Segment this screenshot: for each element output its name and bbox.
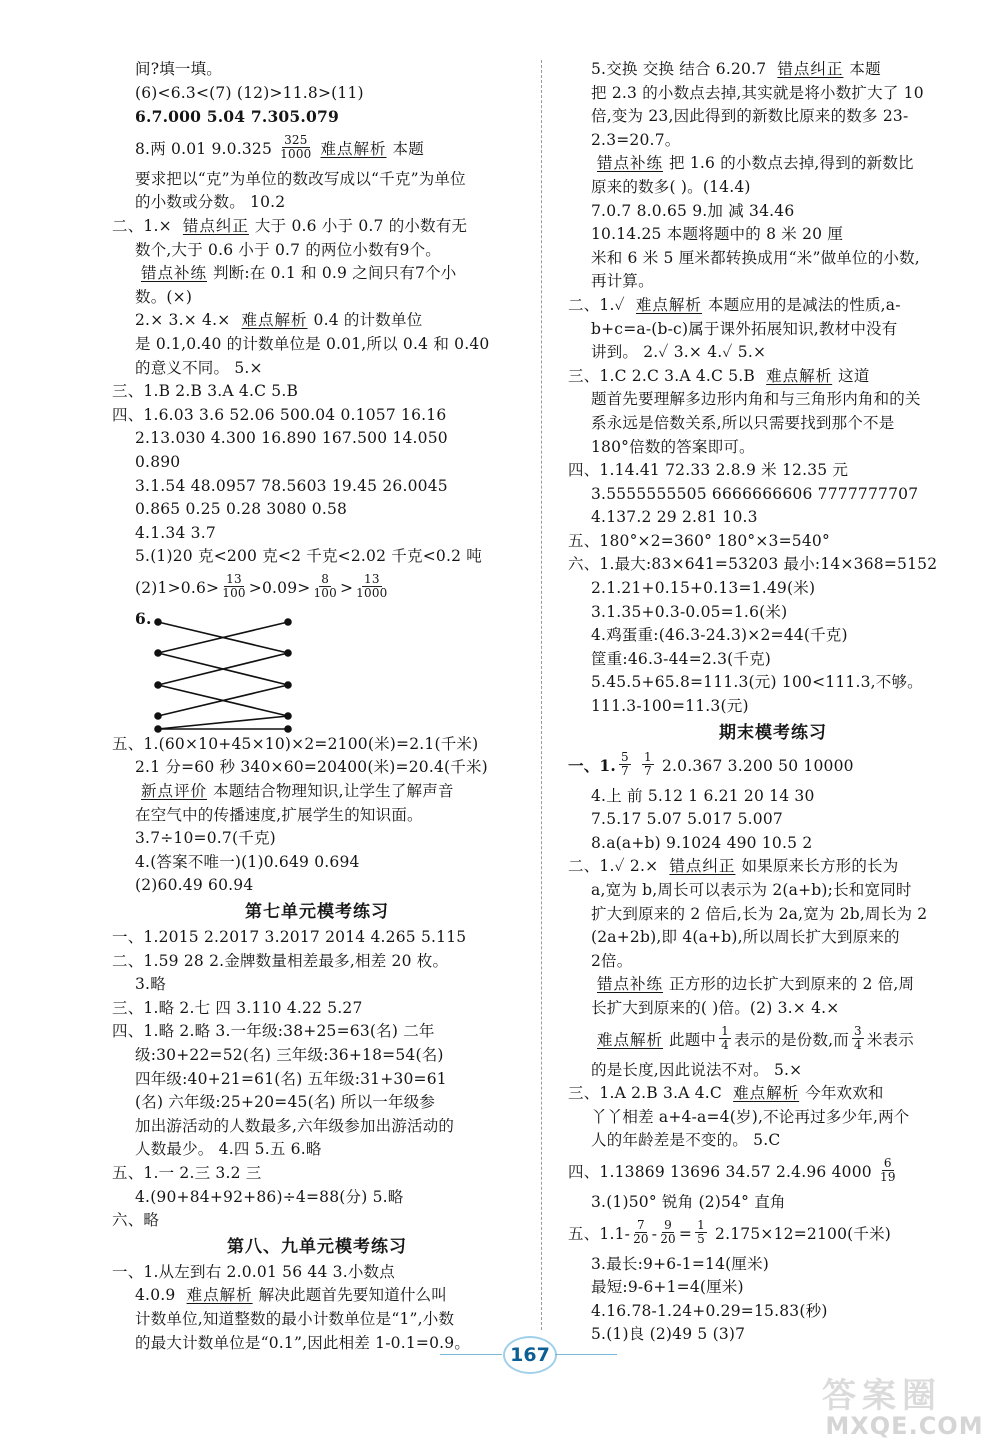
line-text: 的小数或分数。 10.2 [135, 193, 286, 212]
answer-line [568, 436, 978, 460]
left-answers-mid [112, 733, 522, 898]
line-text: 长扩大到原来的( )倍。(2) 3.× 4.× [591, 998, 840, 1017]
note-tag: 难点解析 [186, 1286, 253, 1305]
final-fraction-line [568, 1021, 978, 1059]
column-divider [541, 60, 542, 1330]
note-tag: 错点补练 [141, 264, 208, 283]
right-answers-top [568, 58, 978, 719]
note-tag: 错点纠正 [669, 857, 736, 876]
line-text: 再计算。 [591, 272, 654, 291]
answer-line [568, 903, 978, 927]
answer-line [568, 553, 978, 577]
answer-line [112, 168, 522, 192]
answer-line [112, 1091, 522, 1115]
fraction [880, 1157, 896, 1184]
answer-line [568, 648, 978, 672]
line-text: 最短:9-6+1=4(厘米) [591, 1278, 744, 1297]
fraction-numerator: 5 [620, 750, 629, 765]
line-text: 正方形的边长扩大到原来的 2 倍,周 [669, 975, 915, 994]
line-text: 2.3=20.7。 [591, 130, 681, 149]
answer-line [112, 1261, 522, 1285]
line-text: 二、1.✓ [568, 295, 630, 314]
line-text: 4.137.2 29 2.81 10.3 [591, 508, 758, 527]
line-text: 四年级:40+21=61(名) 五年级:31+30=61 [135, 1069, 447, 1088]
answer-line [112, 58, 522, 82]
line-text: 4.1.34 3.7 [135, 523, 216, 542]
answer-line [112, 1308, 522, 1332]
fraction [313, 573, 337, 600]
note-tag: 难点解析 [320, 139, 387, 158]
answer-line [568, 950, 978, 974]
line-text: 3.(1)50° 锐角 (2)54° 直角 [591, 1192, 786, 1211]
fraction-numerator: 6 [883, 1156, 892, 1171]
note-tag: 难点解析 [733, 1084, 800, 1103]
answer-line [112, 1020, 522, 1044]
answer-line [568, 459, 978, 483]
answer-line [112, 130, 522, 168]
line-text: 2.1 分=60 秒 340×60=20400(米)=20.4(千米) [135, 758, 488, 777]
line-text: 0.4 的计数单位 [313, 311, 423, 330]
answer-line [112, 82, 522, 106]
answer-line [112, 827, 522, 851]
match-label: 6. [135, 608, 152, 628]
answer-line [112, 1209, 522, 1233]
answer-line [112, 286, 522, 310]
answer-line [568, 176, 978, 200]
line-text: 10.14.25 本题将题中的 8 米 20 厘 [591, 225, 844, 244]
answer-line [568, 577, 978, 601]
footer-rule-left [440, 1354, 502, 1355]
line-text: 二、1.× [112, 216, 177, 235]
line-text: 四、1.6.03 3.6 52.06 500.04 0.1057 16.16 [112, 405, 447, 424]
line-text: 二、1.✓ 2.× [568, 857, 664, 876]
match-dot [155, 619, 161, 625]
answer-line [112, 926, 522, 950]
answer-line [568, 530, 978, 554]
line-text: 今年欢欢和 [805, 1084, 884, 1103]
answer-line [112, 475, 522, 499]
fraction-numerator: 13 [363, 572, 380, 587]
line-text: 3.5555555505 6666666606 7777777707 [591, 484, 919, 503]
left-column [112, 58, 522, 1355]
answer-line [112, 239, 522, 263]
answer-line [568, 341, 978, 365]
line-text: 5.(1)良 (2)49 5 (3)7 [591, 1325, 746, 1344]
matching-diagram [148, 613, 328, 735]
final-line-4 [568, 1153, 978, 1191]
match-question [112, 607, 522, 733]
text-run: 2.0.367 3.200 50 10000 [656, 756, 854, 775]
line-text: 6.7.000 5.04 7.305.079 [135, 107, 339, 127]
line-text: 5.(1)20 克<200 克<2 千克<2.02 千克<0.2 吨 [135, 547, 482, 566]
answer-line [112, 1068, 522, 1092]
answer-line [112, 780, 522, 804]
final-answers-d [568, 1253, 978, 1347]
fraction-numerator: 1 [721, 1024, 729, 1039]
answer-line [568, 1129, 978, 1153]
text-run: >0.09> [248, 578, 311, 597]
line-text: 2.× 3.× 4.× [135, 311, 236, 330]
line-text: 六、1.最大:83×641=53203 最小:14×368=5152 [568, 555, 938, 574]
section-title-unit7: 第七单元模考练习 [245, 902, 389, 923]
fraction [719, 1025, 731, 1052]
line-text: 加出游活动的人数最多,六年级参加出游活动的 [135, 1116, 455, 1135]
final-answers-b [568, 1059, 978, 1153]
line-text: 大于 0.6 小于 0.7 的小数有无 [254, 216, 468, 235]
answer-line [112, 191, 522, 215]
answer-line [112, 545, 522, 569]
line-text: 5.45.5+65.8=111.3(元) 100<111.3,不够。 [591, 673, 923, 692]
line-text: 180°倍数的答案即可。 [591, 437, 755, 456]
line-text: 五、1.(60×10+45×10)×2=2100(米)=2.1(千米) [112, 734, 479, 753]
answer-line [112, 1044, 522, 1068]
line-text: 丫丫相差 a+4-a=4(岁),不论再过多少年,两个 [591, 1107, 910, 1126]
final-line-1 [568, 747, 978, 785]
line-text: 五、1.一 2.三 3.2 三 [112, 1163, 262, 1182]
line-text: 级:30+22=52(名) 三年级:36+18=54(名) [135, 1046, 444, 1064]
answer-line [112, 950, 522, 974]
line-text: 人数最少。 4.四 5.五 6.略 [135, 1140, 322, 1159]
note-tag: 错点纠正 [777, 60, 844, 78]
line-text: 二、1.59 28 2.金牌数量相差最多,相差 20 枚。 [112, 951, 449, 970]
fraction-denominator: 20 [660, 1232, 676, 1247]
answer-line [568, 1300, 978, 1324]
line-text: 2.13.030 4.300 16.890 167.500 14.050 [135, 429, 448, 448]
section-title-final: 期末模考练习 [719, 722, 827, 743]
fraction [852, 1025, 864, 1052]
answer-line [568, 58, 978, 82]
line-text: 间?填一填。 [135, 60, 223, 78]
text-run [872, 1163, 877, 1181]
line-text: 系永远是倍数关系,所以只需要找到那个不是 [591, 413, 895, 432]
line-text: 倍,变为 23,因此得到的新数比原来的数多 23- [591, 107, 909, 126]
line-text: 0.865 0.25 0.28 3080 0.58 [135, 500, 348, 519]
line-text: 人的年龄差是不变的。 5.C [591, 1131, 781, 1150]
fraction-numerator: 1 [643, 750, 652, 765]
answer-line [568, 152, 978, 176]
line-text: 米和 6 米 5 厘米都转换成用“米”做单位的小数, [591, 248, 920, 267]
note-tag: 难点解析 [766, 366, 833, 385]
answer-line [568, 832, 978, 856]
fraction [356, 573, 387, 600]
fraction-denominator: 1000 [356, 586, 388, 601]
fraction-numerator: 1 [697, 1218, 705, 1233]
line-text: 2倍。 [591, 951, 633, 970]
answer-line [112, 380, 522, 404]
answer-line [112, 451, 522, 475]
answer-line [112, 804, 522, 828]
text-run: (2)1>0.6> [135, 578, 220, 597]
answer-line [568, 808, 978, 832]
watermark-logo [812, 1368, 997, 1440]
answer-line [568, 200, 978, 224]
note-tag: 错点纠正 [182, 216, 249, 235]
line-text: (2a+2b),即 4(a+b),所以周长扩大到原来的 [591, 928, 900, 947]
answer-line [112, 1138, 522, 1162]
note-tag: 新点评价 [141, 782, 208, 801]
answer-line [112, 851, 522, 875]
answer-line [568, 785, 978, 809]
line-text: 3.最长:9+6-1=14(厘米) [591, 1254, 770, 1273]
line-text: 六、略 [112, 1211, 160, 1230]
answer-line [112, 215, 522, 239]
answer-line [568, 1253, 978, 1277]
fraction-denominator: 7 [643, 764, 652, 779]
line-text: 的最大计数单位是“0.1”,因此相差 1-0.1=0.9。 [135, 1333, 471, 1352]
answer-line [112, 1284, 522, 1308]
answer-line [112, 874, 522, 898]
footer-rule-right [555, 1354, 617, 1355]
line-text: 在空气中的传播速度,扩展学生的知识面。 [135, 805, 423, 824]
line-text: a,宽为 b,周长可以表示为 2(a+b);长和宽同时 [591, 881, 912, 899]
text-run: 此题中 [669, 1030, 717, 1049]
fraction-denominator: 1000 [280, 147, 312, 162]
line-text: 本题应用的是减法的性质,a- [707, 295, 901, 314]
line-text: 解决此题首先要知道什么叫 [258, 1286, 447, 1305]
right-column [568, 58, 978, 1347]
answer-line [568, 624, 978, 648]
line-text: 的意义不同。 5.× [135, 358, 263, 377]
line-text: 7.0.7 8.0.65 9.加 减 34.46 [591, 201, 795, 220]
answer-line [112, 357, 522, 381]
fraction-numerator: 8 [321, 572, 330, 587]
answer-line [112, 105, 522, 130]
line-text: 数个,大于 0.6 小于 0.7 的两位小数有9个。 [135, 240, 441, 259]
answer-line [568, 129, 978, 153]
answer-line [568, 1276, 978, 1300]
note-tag: 难点解析 [241, 311, 308, 330]
fraction-denominator: 4 [721, 1038, 729, 1053]
fraction-denominator: 100 [222, 586, 246, 601]
line-text: 把 2.3 的小数点去掉,其实就是将小数扩大了 10 [591, 83, 924, 102]
answer-line [568, 973, 978, 997]
line-text: 本题 [849, 60, 881, 78]
fraction [633, 1219, 649, 1246]
line-text: 是 0.1,0.40 的计数单位是 0.01,所以 0.4 和 0.40 [135, 334, 490, 353]
answer-line [568, 105, 978, 129]
answer-line [568, 388, 978, 412]
line-text: 如果原来长方形的长为 [741, 857, 899, 876]
note-tag: 错点补练 [597, 975, 664, 994]
line-text: 本题 [392, 139, 424, 158]
answer-line [568, 365, 978, 389]
line-text: 4.鸡蛋重:(46.3-24.3)×2=44(千克) [591, 626, 848, 645]
line-text: 4.16.78-1.24+0.29=15.83(秒) [591, 1301, 828, 1320]
line-text: 8.a(a+b) 9.1024 490 10.5 2 [591, 833, 813, 852]
page-number: 167 [503, 1336, 557, 1374]
fraction-numerator: 9 [664, 1218, 672, 1233]
line-text: 一、1.2015 2.2017 3.2017 2014 4.265 5.115 [112, 928, 467, 947]
answer-line [568, 294, 978, 318]
fraction-denominator: 5 [697, 1232, 705, 1247]
answer-line [112, 997, 522, 1021]
answer-line [568, 601, 978, 625]
answer-line [112, 333, 522, 357]
line-text: 的是长度,因此说法不对。 5.× [591, 1060, 803, 1079]
answer-line [568, 1106, 978, 1130]
fraction [222, 573, 246, 600]
line-text: 要求把以“克”为单位的数改写成以“千克”为单位 [135, 169, 466, 188]
line-text: 三、1.C 2.C 3.A 4.C 5.B [568, 366, 761, 385]
line-text: (6)<6.3<(7) (12)>11.8>(11) [135, 83, 364, 102]
answer-line [568, 483, 978, 507]
answer-line [112, 262, 522, 286]
fraction [695, 1219, 707, 1246]
fraction-numerator: 13 [226, 572, 242, 587]
line-text: 三、1.B 2.B 3.A 4.C 5.B [112, 382, 299, 401]
text-run: 四、1.13869 13696 34.57 2.4.96 4000 [568, 1162, 872, 1181]
line-text: 五、180°×2=360° 180°×3=540° [568, 531, 830, 550]
fraction-numerator: 325 [284, 133, 308, 148]
line-text: b+c=a-(b-c)属于课外拓展知识,教材中没有 [591, 319, 898, 338]
answer-line [568, 270, 978, 294]
fraction [642, 751, 654, 778]
line-text: 2.1.21+0.15+0.13=1.49(米) [591, 579, 816, 598]
line-text: (名) 六年级:25+20=45(名) 所以一年级参 [135, 1093, 436, 1112]
line-text: 把 1.6 的小数点去掉,得到的新数比 [669, 154, 914, 173]
answer-line [568, 1082, 978, 1106]
fraction [619, 751, 631, 778]
answer-line [568, 1059, 978, 1083]
fraction-denominator: 20 [633, 1232, 649, 1247]
line-text: 三、1.A 2.B 3.A 4.C [568, 1084, 728, 1103]
fraction-numerator: 7 [637, 1218, 645, 1233]
line-text: 一、1.从左到右 2.0.01 56 44 3.小数点 [112, 1262, 395, 1281]
text-run [634, 757, 639, 775]
fraction-denominator: 100 [313, 586, 337, 601]
line-text: 4.(答案不唯一)(1)0.649 0.694 [135, 852, 360, 871]
final-answers-c [568, 1191, 978, 1215]
note-tag: 错点补练 [597, 154, 664, 173]
answer-line [568, 879, 978, 903]
line-text: 四、1.14.41 72.33 2.8.9 米 12.35 元 [568, 461, 849, 480]
answer-line [568, 997, 978, 1021]
left-answers-top [112, 58, 522, 569]
final-line-5 [568, 1215, 978, 1253]
fraction-denominator: 4 [854, 1038, 862, 1053]
answer-line [568, 82, 978, 106]
line-text: 讲到。 2.✓ 3.× 4.✓ 5.× [591, 343, 767, 362]
line-text: 5.交换 交换 结合 6.20.7 [591, 60, 772, 78]
text-run: - [651, 1224, 658, 1243]
watermark-glyphs: 答案圈 [822, 1376, 942, 1416]
answer-line [112, 756, 522, 780]
line-text: 3.1.35+0.3-0.05=1.6(米) [591, 602, 788, 621]
answer-line [568, 671, 978, 695]
line-text: 三、1.略 2.七 四 3.110 4.22 5.27 [112, 998, 363, 1017]
answer-line [568, 695, 978, 719]
line-text: 数。(×) [135, 287, 193, 306]
text-run: = [678, 1224, 693, 1243]
answer-line [568, 223, 978, 247]
line-text: 四、1.略 2.略 3.一年级:38+25=63(名) 二年 [112, 1022, 435, 1041]
answer-line [112, 309, 522, 333]
line-text: (2)60.49 60.94 [135, 876, 254, 895]
text-run: 表示的是份数,而 [733, 1030, 849, 1049]
fraction [280, 134, 311, 161]
unit7-answers [112, 926, 522, 1233]
answer-line [568, 506, 978, 530]
note-tag: 难点解析 [597, 1030, 664, 1049]
note-tag: 难点解析 [635, 295, 702, 314]
line-text: 原来的数多( )。(14.4) [591, 177, 751, 196]
fraction-denominator: 19 [879, 1170, 896, 1185]
watermark-text: MXQE.COM [825, 1412, 984, 1440]
compare-fractions-line [112, 569, 522, 607]
line-text: 扩大到原来的 2 倍后,长为 2a,宽为 2b,周长为 2 [591, 904, 928, 923]
section-title-unit89: 第八、九单元模考练习 [227, 1236, 407, 1257]
answer-line [568, 1191, 978, 1215]
line-text: 3.7÷10=0.7(千克) [135, 829, 276, 848]
text-run: 一、1. [568, 755, 616, 775]
line-text: 本题结合物理知识,让学生了解声音 [213, 782, 454, 801]
line-text: 计数单位,知道整数的最小计数单位是“1”,小数 [135, 1309, 455, 1328]
text-run: 五、1.1- [568, 1224, 631, 1243]
final-answers-a [568, 785, 978, 1021]
line-text: 判断:在 0.1 和 0.9 之间只有7个小 [213, 264, 457, 283]
answer-line [112, 522, 522, 546]
line-text: 3.略 [135, 975, 166, 994]
text-run: 米表示 [866, 1030, 914, 1049]
answer-line [112, 1186, 522, 1210]
fraction-denominator: 7 [620, 764, 629, 779]
line-text: 4.上 前 5.12 1 6.21 20 14 30 [591, 786, 815, 805]
answer-line [568, 318, 978, 342]
line-text: 0.890 [135, 452, 181, 471]
text-run: > [339, 578, 354, 597]
line-text: 4.0.9 [135, 1286, 181, 1305]
line-text: 筐重:46.3-44=2.3(千克) [591, 649, 772, 668]
line-text: 3.1.54 48.0957 78.5603 19.45 26.0045 [135, 476, 448, 495]
line-text: 8.两 0.01 9.0.325 [135, 139, 278, 158]
fraction [660, 1219, 676, 1246]
answer-line [112, 733, 522, 757]
answer-line [112, 498, 522, 522]
answer-line [112, 404, 522, 428]
line-text: 题首先要理解多边形内角和与三角形内角和的关 [591, 390, 921, 409]
answer-line [568, 247, 978, 271]
answer-line [112, 1115, 522, 1139]
answer-line [568, 855, 978, 879]
answer-line [112, 1162, 522, 1186]
answer-line [112, 427, 522, 451]
text-run: 2.175×12=2100(千米) [709, 1224, 892, 1243]
answer-line [568, 412, 978, 436]
answer-line [568, 926, 978, 950]
fraction-numerator: 3 [854, 1024, 862, 1039]
line-text: 4.(90+84+92+86)÷4=88(分) 5.略 [135, 1187, 404, 1206]
answer-line [112, 973, 522, 997]
line-text: 这道 [838, 366, 870, 385]
line-text: 7.5.17 5.07 5.017 5.007 [591, 810, 783, 829]
line-text: 111.3-100=11.3(元) [591, 697, 749, 716]
